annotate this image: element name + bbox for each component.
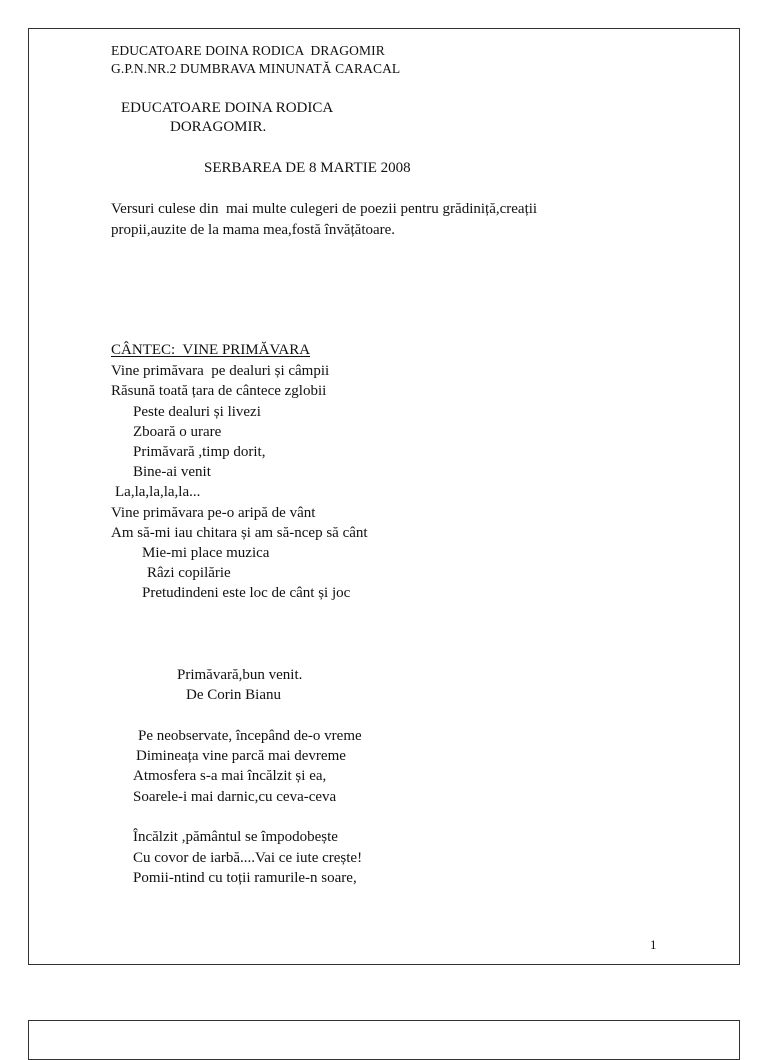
next-page-edge	[28, 1020, 740, 1060]
author-line-1: EDUCATOARE DOINA RODICA	[121, 100, 334, 116]
poem-title: Primăvară,bun venit.	[177, 667, 303, 683]
poem-line: Pomii-ntind cu toții ramurile-n soare,	[133, 870, 357, 886]
song-line: La,la,la,la,la...	[115, 484, 201, 500]
poem-line: Cu covor de iarbă....Vai ce iute crește!	[133, 850, 363, 866]
poem-line: Soarele-i mai darnic,cu ceva-ceva	[133, 789, 337, 805]
header-line-2: G.P.N.NR.2 DUMBRAVA MINUNATĂ CARACAL	[111, 61, 401, 76]
page-number: 1	[650, 937, 657, 952]
poem-byline: De Corin Bianu	[186, 687, 281, 703]
song-line: Vine primăvara pe dealuri și câmpii	[111, 363, 330, 379]
song-line: Bine-ai venit	[133, 464, 211, 480]
intro-line-1: Versuri culese din mai multe culegeri de poezii pentru grădiniță,creații	[111, 201, 538, 217]
song-line: Vine primăvara pe-o aripă de vânt	[111, 505, 316, 521]
song-heading: CÂNTEC: VINE PRIMĂVARA	[111, 342, 311, 358]
song-line: Râzi copilărie	[147, 565, 231, 581]
author-line-2: DORAGOMIR.	[170, 119, 267, 135]
song-line: Am să-mi iau chitara și am să-ncep să cânt	[111, 525, 368, 541]
song-line: Răsună toată țara de cântece zglobii	[111, 383, 327, 399]
song-line: Peste dealuri și livezi	[133, 404, 261, 420]
document-page	[28, 28, 740, 965]
poem-line: Pe neobservate, începând de-o vreme	[138, 728, 362, 744]
poem-line: Dimineața vine parcă mai devreme	[136, 748, 346, 764]
song-line: Pretudindeni este loc de cânt și joc	[142, 585, 351, 601]
song-line: Zboară o urare	[133, 424, 222, 440]
poem-line: Încălzit ,pământul se împodobește	[133, 829, 338, 845]
song-line: Primăvară ,timp dorit,	[133, 444, 266, 460]
header-line-1: EDUCATOARE DOINA RODICA DRAGOMIR	[111, 43, 385, 58]
document-title: SERBAREA DE 8 MARTIE 2008	[204, 160, 411, 176]
poem-line: Atmosfera s-a mai încălzit și ea,	[133, 768, 327, 784]
intro-line-2: propii,auzite de la mama mea,fostă învățătoare.	[111, 222, 396, 238]
song-line: Mie-mi place muzica	[142, 545, 270, 561]
